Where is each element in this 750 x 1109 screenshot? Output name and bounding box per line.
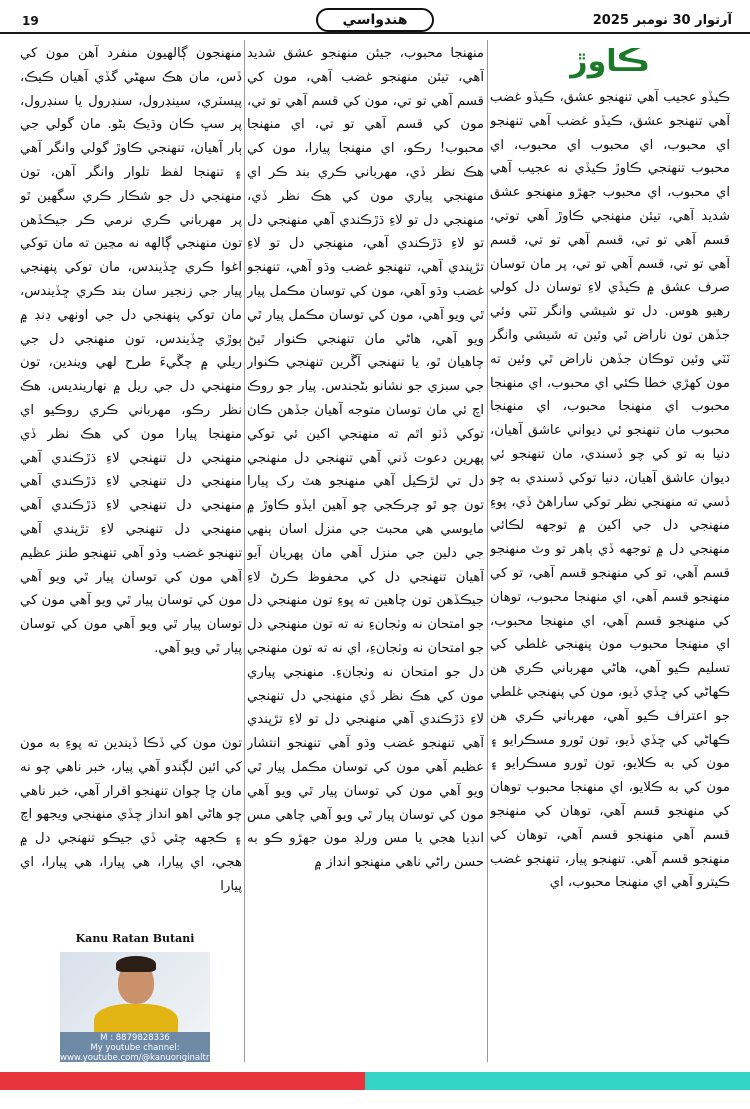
- author-box: [60, 932, 229, 1063]
- article-title: ڪاوڙ: [570, 44, 650, 79]
- page-header: [0, 0, 750, 34]
- author-channel-label: My youtube channel:: [90, 1043, 180, 1053]
- author-photo-body: [94, 1004, 178, 1032]
- footer-bar: [0, 1072, 750, 1090]
- footer-teal-band: [365, 1072, 750, 1090]
- issue-date: آرتوار 30 نومبر 2025: [592, 13, 732, 28]
- column-divider: [244, 40, 245, 1062]
- article-text-4: تون مون کي ڏڪا ڏيندين ته پوءِ به مون کي ائين لڳندو آهي پيار، خبر ناهي چو نه مان ڇا چوان تنهنجو اقرار آهي، خبر ناهي چو هاڻي اهو انداز ڇڏي منهنجي ويجهو اچ ۽ ڪجهه چئي ڏي جيڪو تنهنجي دل ۾ هجي، اي پيارا، هي پيارا، هي پيارا، اي پيارا: [20, 736, 242, 894]
- article-column-3: [20, 42, 242, 669]
- author-contact: [60, 1032, 229, 1063]
- newspaper-masthead: هندواسي: [316, 8, 434, 32]
- column-divider: [487, 40, 488, 1062]
- article-column-1: [490, 42, 730, 1060]
- article-column-2: [247, 42, 484, 1060]
- author-name: Kanu Ratan Butani: [75, 932, 195, 945]
- footer-red-band: [0, 1072, 365, 1090]
- article-column-3-continued: [20, 732, 242, 922]
- article-text-1: ڪيڏو عجيب آهي تنهنجو عشق، ڪيڏو غضب آهي تنهنجو عشق، ڪيڏو غضب آهي تنهنجو اي محبوب، اي محبوب اي محبوب، اي محبوب تنهنجي ڪاوڙ ڪيڏي نه عجيب آهي اي محبوب، اي محبوب جهڙو منهنجو عشق شديد آهي، تيئن منهنجي ڪاوڙ آهي توتي، قسم آهي تو تي، قسم آهي تو تي، قسم آهي تو تي، قسم آهي تو تي، پر مان توسان صرف عشق ۾ ڪيڏي لاءِ توسان دل کولي رهيو هوس. دل تو شيشي وانگر ٽٽي وئي جڏهن تون ناراض ٿي وئين ته شيشي وانگر ٽٽي وئين توڪان جڏهن ناراض ٿي وئين ته مون کهڙي خطا ڪئي اي محبوب، اي منهنجا محبوب اي منهنجا محبوب، اي منهنجا محبوب مان تنهنجو ئي ديواني عاشق آهيان، دنيا به تو کي چو ڏسندي، مان تنهنجو ئي ديوان عاشق آهيان، دنيا توکي ڏسندي به چو ڏسي ته منهنجي نظر توکي ساراهڻ ڏي، پوءِ منهنجي دل جي اکين ۾ توجهه لڪائي منهنجي دل ۾ توجهه ڏي ٻاهر تو وٽ منهنجو قسم آهي، تو کي منهنجو قسم آهي، تو کي منهنجو قسم آهي، اي منهنجا محبوب، توهان کي منهنجو قسم آهي، اي منهنجا محبوب، اي منهنجا محبوب مون پنهنجي غلطي کي تسليم ڪيو آهي، هاڻي مهرباني ڪري هن ڪهاڻي کي ڇڏي ڏيو، مون کي پنهنجي غلطي جو اعتراف ڪيو آهي، مهرباني ڪري هن ڪهاڻي کي ڇڏي ڏيو، تون ٿورو مسڪرايو ۽ مون کي به ڪلايو، تون ٿورو مسڪرايو ۽ مون کي به ڪلايو، اي منهنجا محبوب توهان کي منهنجو قسم آهي، توهان کي منهنجو قسم آهي منهنجو قسم آهي، توهان کي منهنجو قسم آهي. تنهنجو پيار، تنهنجو غضب ڪيترو آهي اي منهنجا محبوب، اي: [490, 90, 730, 891]
- author-channel-url[interactable]: www.youtube.com/@kanuoriginaltracks: [60, 1053, 229, 1063]
- author-phone: M : 8879828336: [100, 1033, 170, 1043]
- article-text-2: منهنجا محبوب، جيئن منهنجو عشق شديد آهي، تيئن منهنجو غضب آهي، مون کي قسم آهي تو تي، مون کي قسم آهي تو تي، مون کي قسم آهي تو تي، اي منهنجا محبوب! رڪو، اي منهنجا پيارا، مون کي هڪ نظر ڏي، مهرباني ڪري بند ڪر اي منهنجي پياري مون کي هڪ نظر ڏي، منهنجي دل تو لاءِ ڌڙڪندي آهي منهنجي دل تو لاءِ ڌڙڪندي آهي، منهنجي دل تو لاءِ تڙپندي آهي، تنهنجو غضب وڌو آهي، تنهنجو غضب وڌو آهي، مون کي توسان مڪمل پيار ٿي ويو آهي، مون کي توسان مڪمل پيار ٿي ويو آهي، هاڻي مان تنهنجي ڪنوار ٿيڻ چاهيان ٿو، يا تنهنجي آڱرين تنهنجي ڪنوار جي سبزي جو نشانو بڻجندس. پيار جو روڪ اچ ئي مان توسان متوجه آهيان جڏهن ڪان توکي ڏٺو اٿم ته منهنجي اکين ئي توکي پهرين دعوت ڏني آهي تنهنجي دل منهنجي دل تي لڙڪيل آهي منهنجو هٽ رک پيارا تون چو ٿو چرڪجي چو آهين ايڏو ڪاوڙ ۾ مايوسي هي محبت جي منزل اسان ٻنهي جي دلين جي منزل آهي مان پهريان آيو آهيان تنهنجي دل کي محفوظ ڪرڻ لاءِ جيڪڏهن تون چاهين ته پوءِ تون منهنجي دل جو امتحان نه وٺجانءِ نه ته تون منهنجي دل جو امتحان نه وٺجانءِ، اي نه ته تون منهنجي دل جو امتحان نه وٺجانءِ. منهنجي پياري مون کي هڪ نظر ڏي منهنجي دل تنهنجي لاءِ ڌڙڪندي آهي منهنجي دل تو لاءِ تڙپندي آهي تنهنجو غضب وڌو آهي تنهنجو انتشار عظيم آهي مون کي توسان مڪمل پيار ٿي ويو آهي مون کي توسان پيار ٿي ويو آهي مون کي توسان پيار ٿي ويو آهي چاهي مس انڊيا هجي يا مس ورلڊ مون جهڙو ڪو به حسن راڻي ناهي منهنجو انداز ۾: [247, 46, 484, 871]
- article-text-3: منهنجون ڳالهيون منفرد آهن مون کي ڏس، مان هڪ سهڻي گڏي آهيان ڪيڪ، پيسٽري، سينڊرول، سنڊرول يا سنڊرول، پر سڀ ڪان وڌيڪ بڻو. مان گولي جي ٻار آهيان، تنهنجي ڪاوڙ گولي وانگر آهي ۽ تنهنجا لفظ تلوار وانگر آهن، تون منهنجي دل جو شڪار ڪري سگهين ٿو پر مهرباني ڪري نرمي ڪر جيڪڏهن تون منهنجي ڳالهه نه مڃين ته مان توکي اغوا ڪري ڇڏيندس، مان توکي پنهنجي پيار جي زنجير سان بند ڪري ڇڏيندس، مان توکي پنهنجي دل جي اونهي ڊنڊ ۾ ٻوڙي ڇڏيندس، تون منهنجي دل جي ريلي ۾ چڱيءَ طرح لهي ويندين، تون منهنجي دل جي ريل ۾ نهارينديس. هڪ نظر رڪو، مهرباني ڪري روڪيو اي منهنجا پيارا مون کي هڪ نظر ڏي منهنجي دل تنهنجي لاءِ ڌڙڪندي آهي منهنجي دل تنهنجي لاءِ ڌڙڪندي آهي منهنجي دل تنهنجي لاءِ ڌڙڪندي آهي منهنجي دل تنهنجي لاءِ تڙپندي آهي تنهنجو غضب وڌو آهي تنهنجو طنز عظيم آهي مون کي توسان پيار ٿي ويو آهي مون کي توسان پيار ٿي ويو آهي مون کي توسان پيار ٿي ويو آهي مون کي توسان پيار ٿي ويو آهي.: [20, 46, 242, 656]
- page-number: 19: [22, 14, 39, 28]
- author-photo-hair: [116, 956, 156, 972]
- author-photo: [60, 952, 210, 1032]
